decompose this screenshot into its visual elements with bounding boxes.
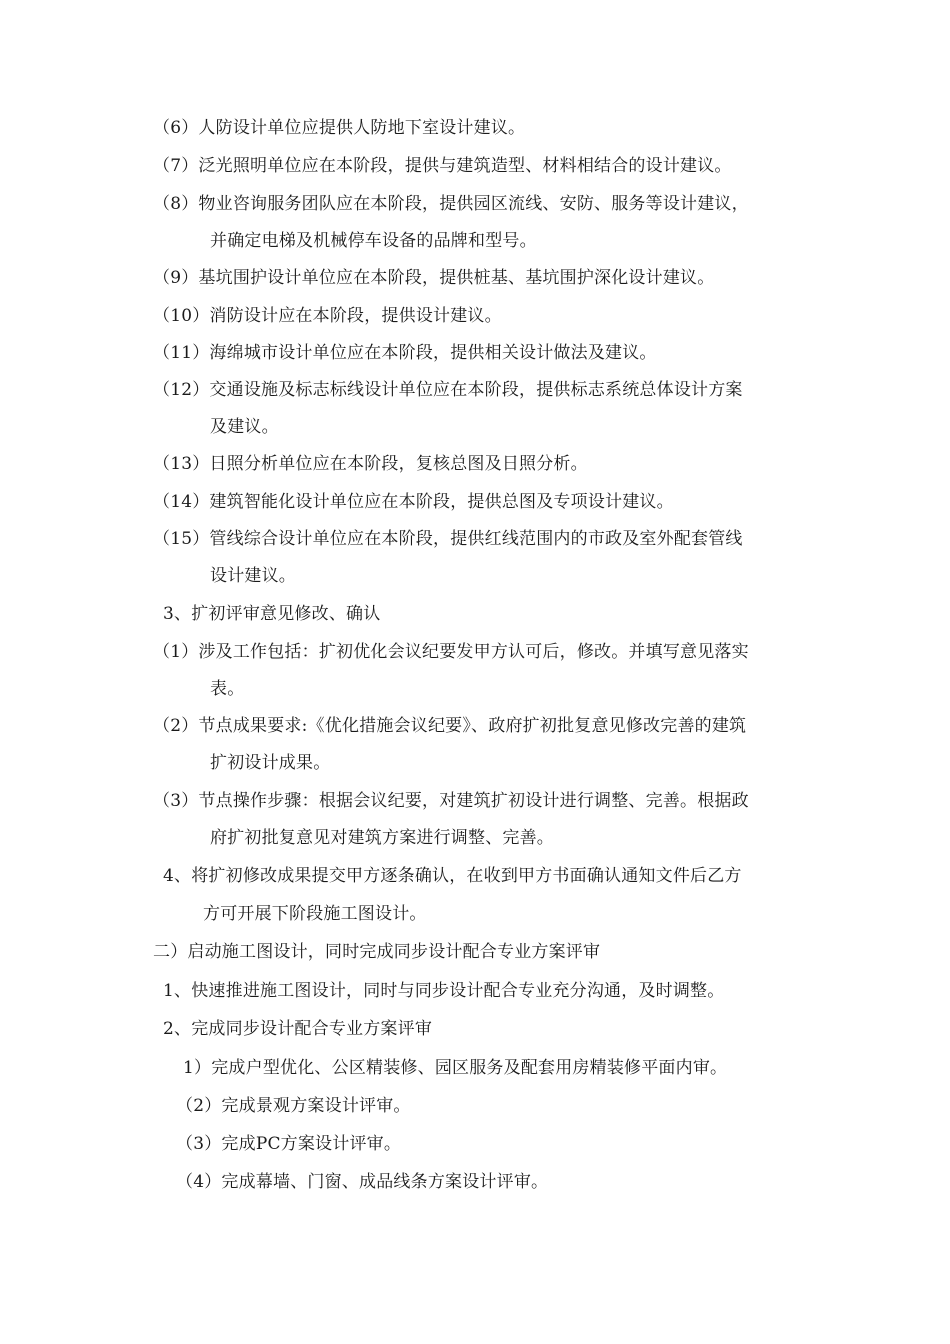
section-3-item-2-continuation: 扩初设计成果。: [210, 753, 331, 773]
item-6-text: （6）人防设计单位应提供人防地下室设计建议。: [153, 118, 526, 138]
item-12-text: （12）交通设施及标志标线设计单位应在本阶段，提供标志系统总体设计方案: [153, 380, 743, 400]
subitem-2-text: （2）完成景观方案设计评审。: [176, 1096, 411, 1116]
subitem-4-text: （4）完成幕墙、门窗、成品线条方案设计评审。: [176, 1172, 549, 1192]
section-4-text: 4、将扩初修改成果提交甲方逐条确认，在收到甲方书面确认通知文件后乙方: [163, 866, 742, 886]
item-8-text: （8）物业咨询服务团队应在本阶段，提供园区流线、安防、服务等设计建议，: [153, 194, 749, 214]
part-2-heading: 二）启动施工图设计，同时完成同步设计配合专业方案评审: [153, 942, 601, 962]
section-3-item-1-continuation: 表。: [210, 679, 245, 699]
item-13-text: （13）日照分析单位应在本阶段，复核总图及日照分析。: [153, 454, 588, 474]
item-10-text: （10）消防设计应在本阶段，提供设计建议。: [153, 306, 502, 326]
item-9-text: （9）基坑围护设计单位应在本阶段，提供桩基、基坑围护深化设计建议。: [153, 268, 715, 288]
section-3-item-3-continuation: 府扩初批复意见对建筑方案进行调整、完善。: [210, 828, 554, 848]
section-3-item-3-text: （3）节点操作步骤：根据会议纪要，对建筑扩初设计进行调整、完善。根据政: [153, 791, 749, 811]
item-11-text: （11）海绵城市设计单位应在本阶段，提供相关设计做法及建议。: [153, 343, 657, 363]
section-3-item-2-text: （2）节点成果要求:《优化措施会议纪要》、政府扩初批复意见修改完善的建筑: [153, 716, 747, 736]
section-3-heading: 3、扩初评审意见修改、确认: [163, 604, 381, 624]
section-4-continuation: 方可开展下阶段施工图设计。: [203, 904, 427, 924]
item-7-text: （7）泛光照明单位应在本阶段，提供与建筑造型、材料相结合的设计建议。: [153, 156, 732, 176]
item-15-continuation: 设计建议。: [210, 566, 296, 586]
subitem-1-text: 1）完成户型优化、公区精装修、园区服务及配套用房精装修平面内审。: [183, 1058, 728, 1078]
subitem-3-text: （3）完成PC方案设计评审。: [176, 1134, 402, 1154]
part-2-item-2-heading: 2、完成同步设计配合专业方案评审: [163, 1019, 433, 1039]
section-3-item-1-text: （1）涉及工作包括：扩初优化会议纪要发甲方认可后，修改。并填写意见落实: [153, 642, 749, 662]
item-8-continuation: 并确定电梯及机械停车设备的品牌和型号。: [210, 231, 537, 251]
part-2-item-1-text: 1、快速推进施工图设计，同时与同步设计配合专业充分沟通，及时调整。: [163, 981, 725, 1001]
item-15-text: （15）管线综合设计单位应在本阶段，提供红线范围内的市政及室外配套管线: [153, 529, 743, 549]
item-14-text: （14）建筑智能化设计单位应在本阶段，提供总图及专项设计建议。: [153, 492, 674, 512]
item-12-continuation: 及建议。: [210, 417, 279, 437]
